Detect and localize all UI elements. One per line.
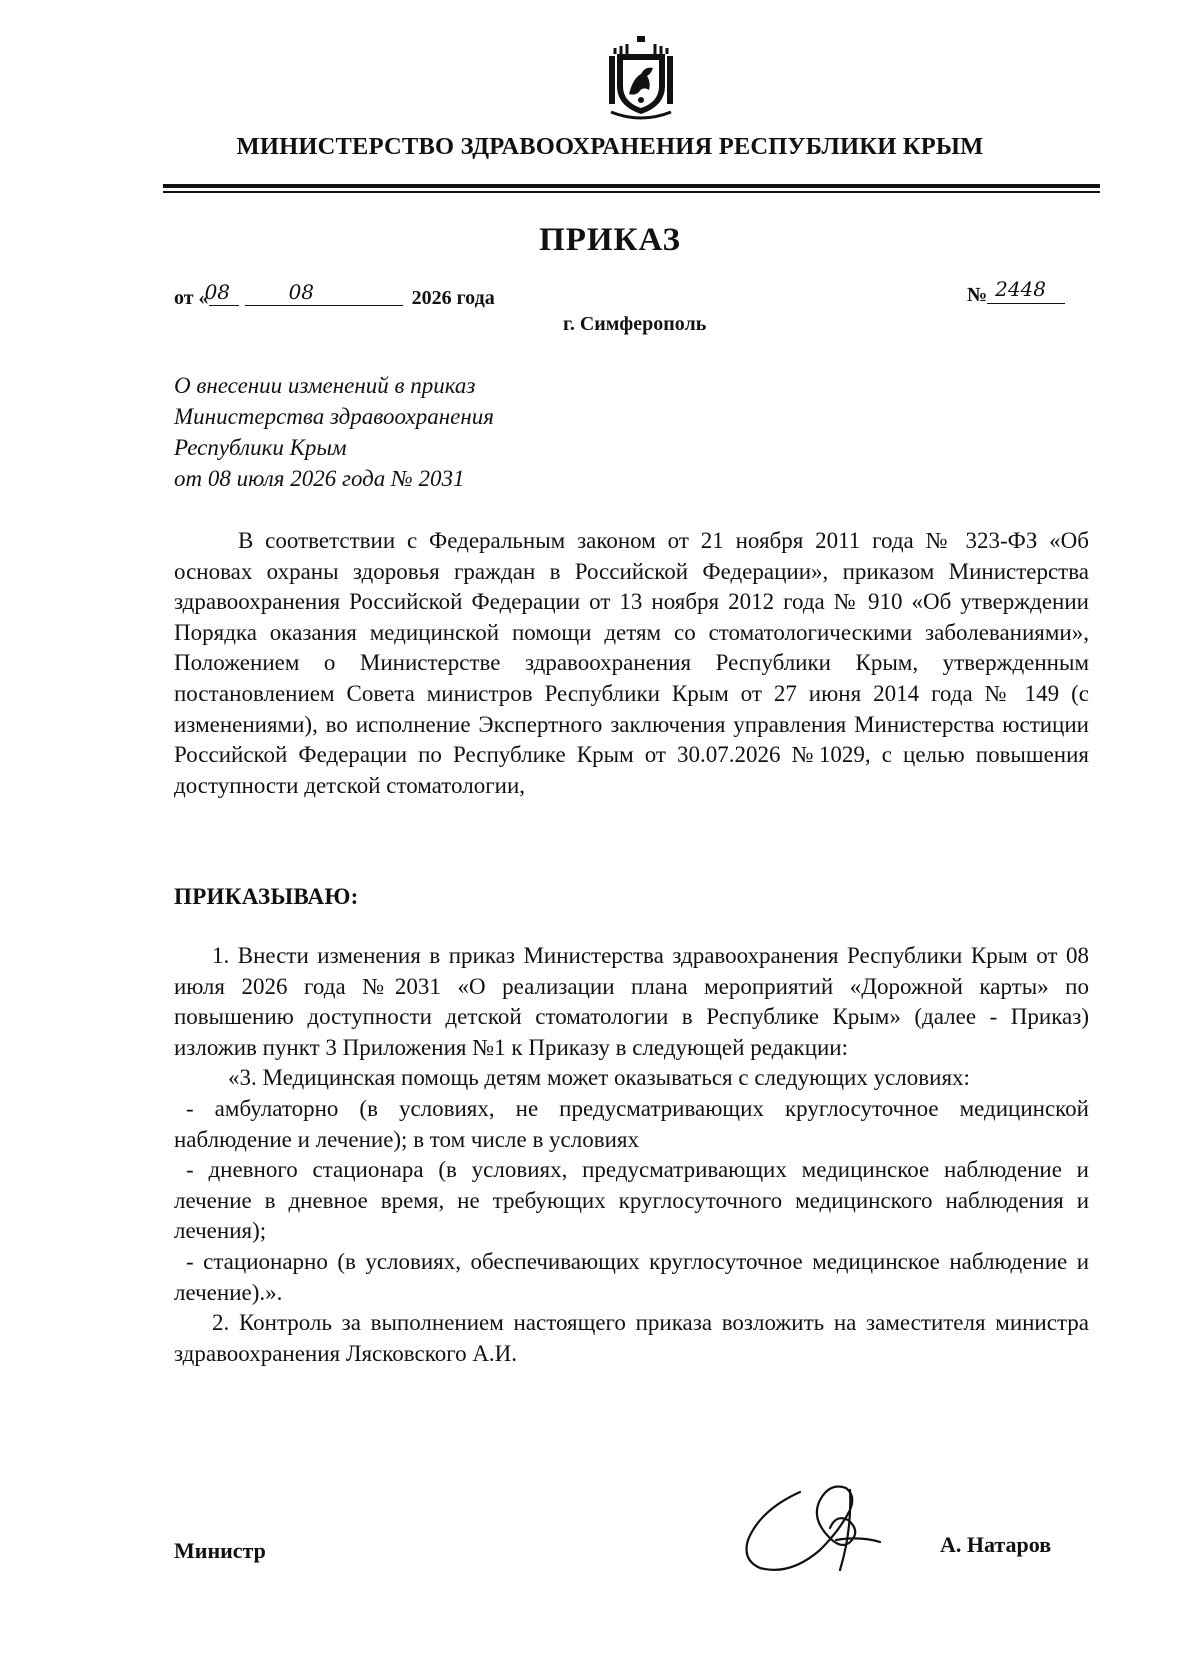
- month-handwritten: 08: [288, 280, 315, 304]
- order-subject: [174, 370, 494, 494]
- subject-line: О внесении изменений в приказ: [174, 373, 476, 398]
- order-number: [967, 277, 1065, 307]
- signatory-name: А. Натаров: [940, 1532, 1052, 1557]
- day-handwritten: 08: [204, 280, 231, 304]
- bullet-inpatient: - стационарно (в условиях, обеспечивающих круглосуточное медицинское наблюдение и лечение).».: [174, 1248, 1089, 1305]
- ministry-name: МИНИСТЕРСТВО ЗДРАВООХРАНЕНИЯ РЕСПУБЛИКИ КРЫМ: [236, 133, 984, 160]
- month-field: [245, 280, 403, 306]
- day-field: [204, 280, 239, 306]
- number-prefix: №: [967, 284, 988, 306]
- subject-line: Республики Крым: [174, 435, 347, 460]
- order-items: [174, 941, 1089, 1369]
- subject-line: Министерства здравоохранения: [174, 404, 494, 429]
- number-handwritten: 2448: [995, 277, 1047, 301]
- preamble-paragraph: В соответствии с Федеральным законом от 21 ноября 2011 года № 323-ФЗ «Об основах охраны здоровья граждан в Российской Федерации», приказом Министерства здравоохранения Российской Федерации от 13 ноября 2012 года № 910 «Об утверждении Порядка оказания медицинской помощи детям со стоматологическими заболеваниями», Положением о Министерстве здравоохранения Республики Крым, утвержденным постановлением Совета министров Республики Крым от 27 июня 2014 года № 149 (с изменениями), во исполнение Экспертного заключения управления Министерства юстиции Российской Федерации по Республике Крым от 30.07.2026 №1029, с целью повышения доступности детской стоматологии,: [174, 528, 1089, 798]
- subject-line: от 08 июля 2026 года № 2031: [174, 466, 465, 491]
- year-text: 2026 года: [411, 287, 495, 309]
- signatory-title: Министр: [174, 1538, 266, 1563]
- order-word: ПРИКАЗЫВАЮ:: [174, 884, 359, 909]
- header-divider-thick: [163, 184, 1100, 188]
- number-field: [987, 277, 1065, 304]
- item-1: 1. Внести изменения в приказ Министерства здравоохранения Республики Крым от 08 июля 2026 года №2031 «О реализации плана мероприятий «Дорожной карты» по повышению доступности детской стоматологии в Республике Крым» (далее - Приказ) изложив пункт 3 Приложения №1 к Приказу в следующей редакции:: [174, 943, 1089, 1060]
- header-divider-thin: [163, 191, 1100, 193]
- bullet-day-hospital: - дневного стационара (в условиях, предусматривающих медицинское наблюдение и лечение в дневное время, не требующих круглосуточного медицинского наблюдения и лечения);: [174, 1157, 1089, 1244]
- item-2: 2. Контроль за выполнением настоящего приказа возложить на заместителя министра здравоохранения Лясковского А.И.: [174, 1310, 1089, 1366]
- date-prefix: от «: [174, 287, 209, 309]
- document-type-title: ПРИКАЗ: [539, 222, 681, 258]
- handwritten-signature-icon: [740, 1480, 890, 1578]
- crimea-coat-of-arms-icon: [607, 34, 675, 120]
- bullet-ambulatory: - амбулаторно (в условиях, не предусматривающих круглосуточное медицинской наблюдение и лечение); в том числе в условиях: [174, 1095, 1089, 1152]
- city: г. Симферополь: [563, 313, 707, 335]
- quote-intro: «3. Медицинская помощь детям может оказываться с следующих условиях:: [228, 1065, 970, 1091]
- order-date: [174, 280, 495, 310]
